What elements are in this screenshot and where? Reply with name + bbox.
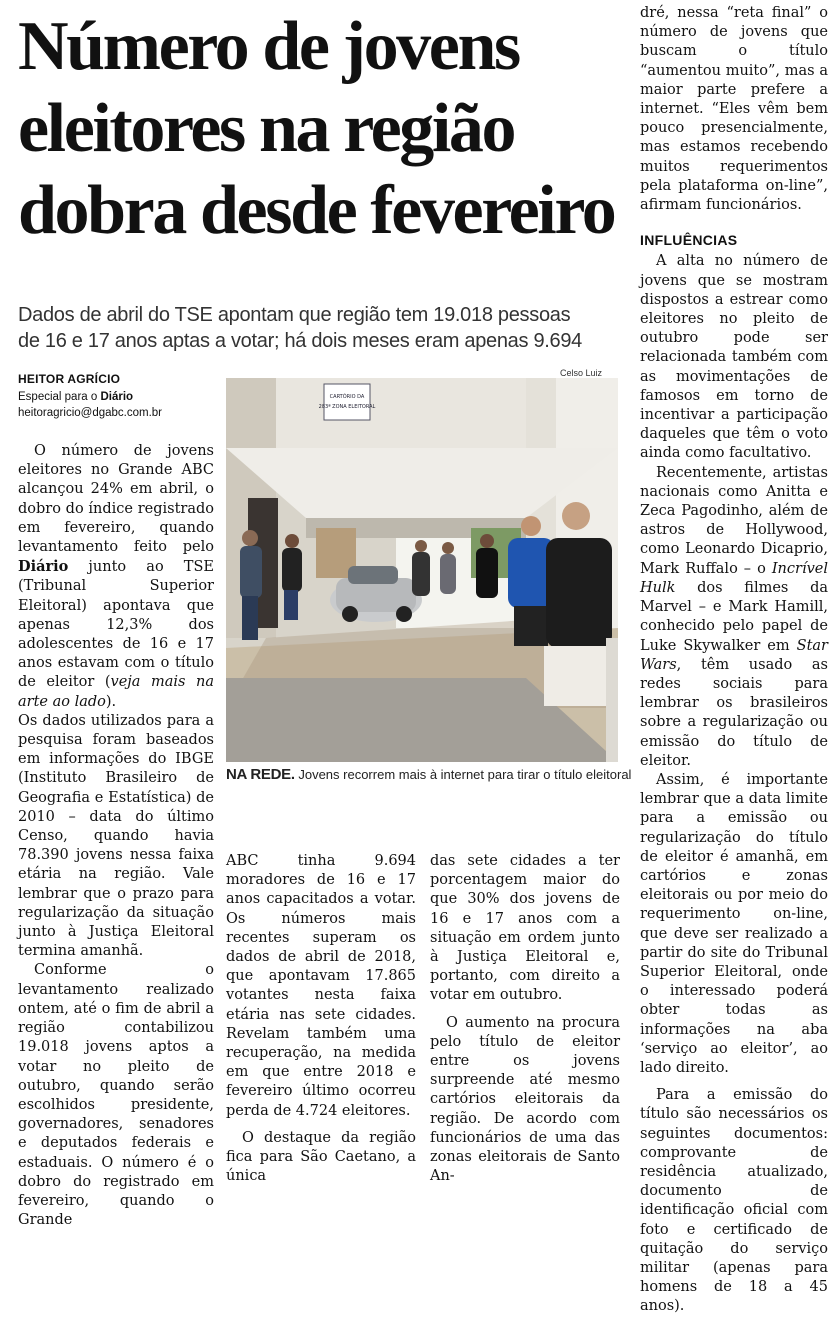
- headline-line: eleitores na região: [18, 90, 515, 167]
- headline-line: Número de jovens: [18, 8, 519, 85]
- byline-role: [18, 391, 218, 403]
- byline-role-prefix: Especial para o: [18, 391, 101, 403]
- caption-lead: NA REDE.: [226, 766, 295, 783]
- subheadline-line: de 16 e 17 anos aptas a votar; há dois meses eram apenas 9.694: [18, 330, 583, 352]
- caption-text: Jovens recorrem mais à internet para tirar o título eleitoral: [298, 767, 632, 782]
- paragraph: Assim, é importante lembrar que a data limite para a emissão ou regularização do título de eleitor é amanhã, em cartórios e zonas eleitorais ou por meio do requerimento on-line, que deve ser realizado a partir do site do Tribunal Superior Eleitoral, onde o interessado poderá obter todas as informações na aba ‘serviço ao eleitor’, ao lado direito.: [640, 771, 828, 1076]
- article-column-1: [18, 442, 214, 1229]
- sign-line: CARTÓRIO DA: [329, 394, 365, 400]
- aside-reference: veja mais na arte ao lado: [18, 674, 214, 710]
- paragraph: ABC tinha 9.694 moradores de 16 e 17 anos capacitados a votar. Os números mais recentes superam os dados de abril de 2018, que apontavam 17.865 votantes nesta faixa etária nas sete cidades. Revelam também uma recuperação, na medida em que entre 2018 e fevereiro último ocorreu perda de 4.724 eleitores.: [226, 853, 416, 1119]
- paragraph: Os dados utilizados para a pesquisa foram baseados em informações do IBGE (Instituto Brasileiro de Geografia e Estatística) de 2010 – data do último Censo, quando havia 78.390 jovens nessa faixa etária na região. Vale lembrar que o prazo para regularização da situação junto à Justiça Eleitoral termina amanhã.: [18, 712, 214, 960]
- movie-title: Incrível Hulk: [640, 560, 828, 596]
- text-run: Recentemente, artistas nacionais como Anitta e Zeca Pagodinho, além de astros de Hollywood, como Leonardo Dicaprio, Mark Ruffalo – o: [640, 464, 828, 577]
- text-run: ).: [105, 693, 117, 710]
- byline: [18, 372, 218, 419]
- sign-line: 283ª ZONA ELEITORAL: [318, 404, 376, 410]
- photo-credit: Celso Luiz: [560, 368, 603, 378]
- paragraph: A alta no número de jovens que se mostram dispostos a estrear como eleitores no pleito de outubro pode ser relacionada também com as movimentações de famosos em torno de incentivar a participação daqueles que têm o voto ainda como facultativo.: [640, 253, 828, 462]
- paragraph: O aumento na procura pelo título de eleitor entre os jovens surpreende até mesmo cartórios eleitorais da região. De acordo com funcionários de uma das zonas eleitorais de Santo An-: [430, 1014, 620, 1185]
- text-run: dos filmes da Marvel – e Mark Hamill, conhecido pelo papel de Luke Skywalker em: [640, 579, 828, 654]
- headline: [18, 6, 618, 252]
- subheadline: [18, 302, 618, 354]
- paragraph: dré, nessa “reta final” o número de jovens que buscam o título “aumentou muito”, mas a maior parte prefere a internet. “Eles vêm bem pouco presencialmente, mas estamos recebendo muitos requerimentos pela plataforma on-line”, afirmam funcionários.: [640, 5, 828, 214]
- text-run: , têm usado as redes sociais para lembrar os brasileiros sobre a regularização ou emissão do título de eleitor.: [640, 656, 828, 769]
- subheadline-line: Dados de abril do TSE apontam que região tem 19.018 pessoas: [18, 304, 571, 326]
- text-run: O número de jovens eleitores no Grande ABC alcançou 24% em abril, o dobro do índice registrado em fevereiro, quando levantamento feito pelo: [18, 443, 214, 556]
- paragraph: Para a emissão do título são necessários os seguintes documentos: comprovante de residência atualizado, documento de identificação oficial com foto e certificado de quitação do serviço militar (apenas para homens de 18 a 45 anos).: [640, 1087, 828, 1315]
- paragraph: das sete cidades a ter porcentagem maior do que 30% dos jovens de 16 e 17 anos com a situação em ordem junto à Justiça Eleitoral e, portanto, com direito a votar em outubro.: [430, 853, 620, 1004]
- byline-role-outlet: Diário: [100, 391, 134, 403]
- paragraph: [18, 442, 214, 712]
- article-column-2: [226, 852, 416, 1185]
- photo-illustration: [226, 378, 618, 762]
- paragraph: [640, 464, 828, 771]
- paragraph: Conforme o levantamento realizado ontem, até o fim de abril a região contabilizou 19.018 jovens aptos a votar no pleito de outubro, quando serão escolhidos presidente, governadores, senadores e deputados federais e estaduais. O número é o dobro do registrado em fevereiro, quando o Grande: [18, 962, 214, 1229]
- outlet-name: Diário: [18, 558, 69, 576]
- headline-line: dobra desde fevereiro: [18, 172, 615, 249]
- article-column-4: [640, 4, 828, 1315]
- photo-caption: [226, 766, 632, 783]
- paragraph: O destaque da região fica para São Caetano, a única: [226, 1129, 416, 1185]
- text-run: junto ao TSE (Tribunal Superior Eleitoral) apontava que apenas 12,3% dos adolescentes de 16 e 17 anos estavam com o título de eleitor (: [18, 559, 214, 691]
- byline-author: HEITOR AGRÍCIO: [18, 372, 121, 386]
- section-subhead: INFLUÊNCIAS: [640, 232, 738, 249]
- news-photo: [226, 378, 618, 762]
- byline-email[interactable]: heitoragricio@dgabc.com.br: [18, 407, 162, 419]
- article-column-3: [430, 852, 620, 1185]
- movie-title: Star Wars: [640, 637, 828, 673]
